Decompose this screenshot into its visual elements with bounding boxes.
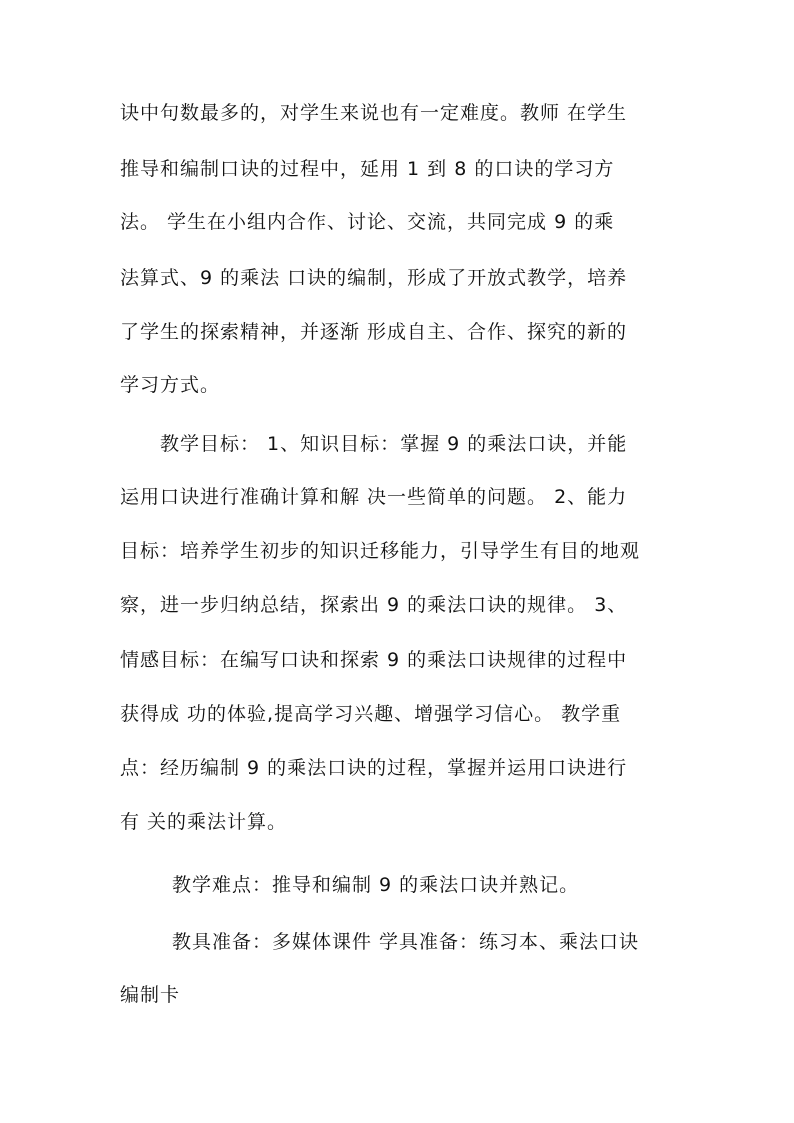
text-line: 教学难点：推导和编制 9 的乘法口诀并熟记。	[172, 874, 580, 896]
text-line: 有 关的乘法计算。	[120, 811, 288, 833]
text-line: 运用口诀进行准确计算和解 决一些简单的问题。 2、能力	[120, 486, 628, 508]
text-line: 了学生的探索精神，并逐渐 形成自主、合作、探究的新的	[120, 321, 628, 343]
text-line: 推导和编制口诀的过程中，延用 1 到 8 的口诀的学习方	[120, 158, 615, 180]
text-line: 学习方式。	[120, 374, 221, 396]
text-line: 诀中句数最多的，对学生来说也有一定难度。教师 在学生	[120, 102, 628, 124]
text-line: 目标：培养学生初步的知识迁移能力，引导学生有目的地观	[120, 540, 641, 562]
text-line: 察，进一步归纳总结，探索出 9 的乘法口诀的规律。 3、	[120, 594, 628, 616]
text-line: 情感目标：在编写口诀和探索 9 的乘法口诀规律的过程中	[120, 649, 628, 671]
text-line: 法。 学生在小组内合作、讨论、交流，共同完成 9 的乘	[120, 211, 615, 233]
text-line: 教学目标： 1、知识目标：掌握 9 的乘法口诀，并能	[160, 433, 628, 455]
text-line: 获得成 功的体验,提高学习兴趣、增强学习信心。 教学重	[120, 703, 622, 725]
text-line: 点：经历编制 9 的乘法口诀的过程，掌握并运用口诀进行	[120, 757, 628, 779]
text-line: 法算式、9 的乘法 口诀的编制，形成了开放式教学，培养	[120, 267, 628, 289]
text-line: 编制卡	[120, 984, 181, 1006]
text-line: 教具准备：多媒体课件 学具准备：练习本、乘法口诀	[172, 931, 640, 953]
